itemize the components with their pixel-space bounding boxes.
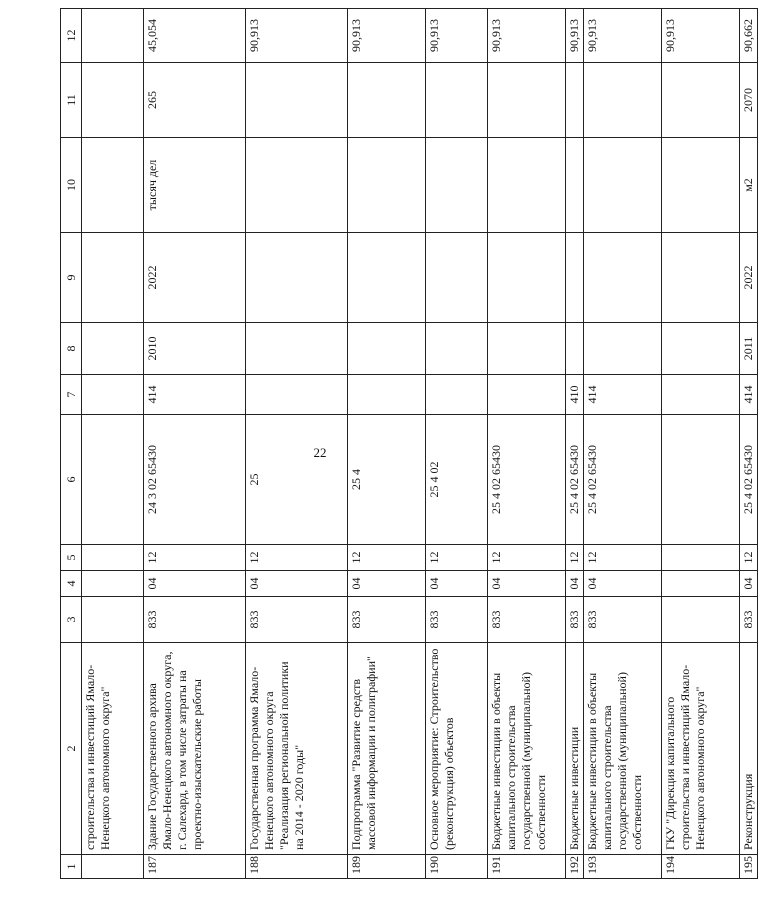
column-header: 8 bbox=[61, 323, 82, 375]
cell-col-8: 2010 bbox=[144, 323, 246, 375]
cell-col-5: 12 bbox=[566, 545, 584, 571]
cell-col-8: 2011 bbox=[740, 323, 758, 375]
cell-col-3 bbox=[82, 597, 144, 643]
cell-col-3: 833 bbox=[584, 597, 662, 643]
cell-col-12: 90,913 bbox=[246, 9, 348, 63]
cell-col-12: 90,913 bbox=[566, 9, 584, 63]
cell-col-2: ГКУ "Дирекция капитального строительства и инвестиций Ямало-Ненецкого автономного округа" bbox=[662, 643, 740, 855]
cell-col-5: 12 bbox=[348, 545, 426, 571]
cell-col-1: 190 bbox=[426, 855, 488, 879]
cell-col-11 bbox=[246, 63, 348, 138]
cell-col-6: 25 4 02 65430 bbox=[584, 415, 662, 545]
table-row bbox=[488, 9, 566, 879]
table-row bbox=[246, 9, 348, 879]
cell-col-11 bbox=[566, 63, 584, 138]
cell-col-6: 25 4 02 65430 bbox=[566, 415, 584, 545]
cell-col-3: 833 bbox=[488, 597, 566, 643]
cell-col-11 bbox=[82, 63, 144, 138]
cell-col-2: Бюджетные инвестиции в объекты капитального строительства государственной (муниципальной) собственности bbox=[584, 643, 662, 855]
cell-col-11 bbox=[348, 63, 426, 138]
table-row bbox=[662, 9, 740, 879]
cell-col-3: 833 bbox=[740, 597, 758, 643]
cell-col-1 bbox=[82, 855, 144, 879]
header-row bbox=[61, 9, 82, 879]
table-row bbox=[740, 9, 758, 879]
cell-col-5: 12 bbox=[740, 545, 758, 571]
cell-col-12: 90,913 bbox=[426, 9, 488, 63]
cell-col-5: 12 bbox=[584, 545, 662, 571]
cell-col-7: 410 bbox=[566, 375, 584, 415]
cell-col-9 bbox=[488, 233, 566, 323]
cell-col-2: строительства и инвестиций Ямало-Ненецкого автономного округа" bbox=[82, 643, 144, 855]
cell-col-10 bbox=[348, 138, 426, 233]
table-row bbox=[348, 9, 426, 879]
column-header: 4 bbox=[61, 571, 82, 597]
cell-col-11: 265 bbox=[144, 63, 246, 138]
cell-col-7 bbox=[246, 375, 348, 415]
cell-col-12: 90,913 bbox=[488, 9, 566, 63]
cell-col-1: 193 bbox=[584, 855, 662, 879]
cell-col-8 bbox=[488, 323, 566, 375]
cell-col-8 bbox=[584, 323, 662, 375]
table-row bbox=[144, 9, 246, 879]
cell-col-4: 04 bbox=[584, 571, 662, 597]
cell-col-1: 189 bbox=[348, 855, 426, 879]
cell-col-6: 25 4 bbox=[348, 415, 426, 545]
page-number: 22 bbox=[313, 445, 327, 460]
cell-col-8 bbox=[348, 323, 426, 375]
cell-col-10 bbox=[662, 138, 740, 233]
cell-col-8 bbox=[426, 323, 488, 375]
column-header: 5 bbox=[61, 545, 82, 571]
cell-col-7 bbox=[82, 375, 144, 415]
cell-col-10 bbox=[82, 138, 144, 233]
cell-col-9 bbox=[584, 233, 662, 323]
table-row bbox=[584, 9, 662, 879]
cell-col-5: 12 bbox=[488, 545, 566, 571]
column-header: 9 bbox=[61, 233, 82, 323]
cell-col-2: Бюджетные инвестиции в объекты капитального строительства государственной (муниципальной) собственности bbox=[488, 643, 566, 855]
cell-col-6: 25 4 02 bbox=[426, 415, 488, 545]
cell-col-7: 414 bbox=[144, 375, 246, 415]
cell-col-6: 24 3 02 65430 bbox=[144, 415, 246, 545]
cell-col-1: 195 bbox=[740, 855, 758, 879]
rotated-page-content bbox=[60, 9, 755, 879]
cell-col-2: Основное мероприятие: Строительство (реконструкция) объектов bbox=[426, 643, 488, 855]
cell-col-1: 191 bbox=[488, 855, 566, 879]
table-row bbox=[426, 9, 488, 879]
cell-col-9 bbox=[246, 233, 348, 323]
cell-col-11 bbox=[488, 63, 566, 138]
cell-col-3: 833 bbox=[566, 597, 584, 643]
cell-col-7: 414 bbox=[740, 375, 758, 415]
cell-col-10: тысяч дел bbox=[144, 138, 246, 233]
table-row bbox=[82, 9, 144, 879]
cell-col-8 bbox=[662, 323, 740, 375]
cell-col-10 bbox=[246, 138, 348, 233]
table-body bbox=[61, 9, 758, 879]
cell-col-9 bbox=[82, 233, 144, 323]
cell-col-10 bbox=[566, 138, 584, 233]
budget-table bbox=[60, 8, 758, 879]
cell-col-7 bbox=[662, 375, 740, 415]
cell-col-9 bbox=[348, 233, 426, 323]
cell-col-5: 12 bbox=[426, 545, 488, 571]
cell-col-12: 90,913 bbox=[584, 9, 662, 63]
cell-col-3: 833 bbox=[246, 597, 348, 643]
column-header: 1 bbox=[61, 855, 82, 879]
cell-col-4: 04 bbox=[246, 571, 348, 597]
cell-col-7 bbox=[348, 375, 426, 415]
column-header: 3 bbox=[61, 597, 82, 643]
cell-col-1: 192 bbox=[566, 855, 584, 879]
cell-col-5 bbox=[662, 545, 740, 571]
cell-col-3: 833 bbox=[348, 597, 426, 643]
cell-col-9: 2022 bbox=[740, 233, 758, 323]
cell-col-7: 414 bbox=[584, 375, 662, 415]
cell-col-4 bbox=[82, 571, 144, 597]
cell-col-2: Бюджетные инвестиции bbox=[566, 643, 584, 855]
table-row bbox=[566, 9, 584, 879]
cell-col-5 bbox=[82, 545, 144, 571]
cell-col-9 bbox=[566, 233, 584, 323]
cell-col-4: 04 bbox=[740, 571, 758, 597]
cell-col-12: 90,913 bbox=[662, 9, 740, 63]
cell-col-6 bbox=[82, 415, 144, 545]
cell-col-10: м2 bbox=[740, 138, 758, 233]
cell-col-11 bbox=[662, 63, 740, 138]
cell-col-8 bbox=[566, 323, 584, 375]
cell-col-10 bbox=[488, 138, 566, 233]
cell-col-1: 194 bbox=[662, 855, 740, 879]
column-header: 2 bbox=[61, 643, 82, 855]
cell-col-11 bbox=[426, 63, 488, 138]
column-header: 6 bbox=[61, 415, 82, 545]
cell-col-3 bbox=[662, 597, 740, 643]
cell-col-7 bbox=[426, 375, 488, 415]
cell-col-11: 2070 bbox=[740, 63, 758, 138]
cell-col-4: 04 bbox=[348, 571, 426, 597]
cell-col-3: 833 bbox=[144, 597, 246, 643]
cell-col-8 bbox=[82, 323, 144, 375]
cell-col-9: 2022 bbox=[144, 233, 246, 323]
cell-col-2: Реконструкция bbox=[740, 643, 758, 855]
cell-col-2: Государственная программа Ямало-Ненецкого автономного округа "Реализация региональной политики на 2014 - 2020 годы" bbox=[246, 643, 348, 855]
cell-col-12: 45,054 bbox=[144, 9, 246, 63]
cell-col-12: 90,662 bbox=[740, 9, 758, 63]
cell-col-4: 04 bbox=[144, 571, 246, 597]
cell-col-4 bbox=[662, 571, 740, 597]
cell-col-10 bbox=[584, 138, 662, 233]
cell-col-6: 25 4 02 65430 bbox=[740, 415, 758, 545]
cell-col-2: Подпрограмма "Развитие средств массовой информации и полиграфии" bbox=[348, 643, 426, 855]
column-header: 12 bbox=[61, 9, 82, 63]
cell-col-10 bbox=[426, 138, 488, 233]
cell-col-1: 187 bbox=[144, 855, 246, 879]
cell-col-4: 04 bbox=[488, 571, 566, 597]
cell-col-9 bbox=[426, 233, 488, 323]
cell-col-11 bbox=[584, 63, 662, 138]
cell-col-6: 25 4 02 65430 bbox=[488, 415, 566, 545]
cell-col-1: 188 bbox=[246, 855, 348, 879]
cell-col-6 bbox=[662, 415, 740, 545]
cell-col-4: 04 bbox=[566, 571, 584, 597]
column-header: 7 bbox=[61, 375, 82, 415]
cell-col-12: 90,913 bbox=[348, 9, 426, 63]
cell-col-9 bbox=[662, 233, 740, 323]
cell-col-5: 12 bbox=[144, 545, 246, 571]
cell-col-4: 04 bbox=[426, 571, 488, 597]
cell-col-6: 25 bbox=[246, 415, 348, 545]
cell-col-3: 833 bbox=[426, 597, 488, 643]
cell-col-2: Здание Государственного архива Ямало-Ненецкого автономного округа, г. Салехард, в том числе затраты на проектно-изыскательские работы bbox=[144, 643, 246, 855]
cell-col-7 bbox=[488, 375, 566, 415]
column-header: 11 bbox=[61, 63, 82, 138]
cell-col-5: 12 bbox=[246, 545, 348, 571]
column-header: 10 bbox=[61, 138, 82, 233]
cell-col-12 bbox=[82, 9, 144, 63]
cell-col-8 bbox=[246, 323, 348, 375]
